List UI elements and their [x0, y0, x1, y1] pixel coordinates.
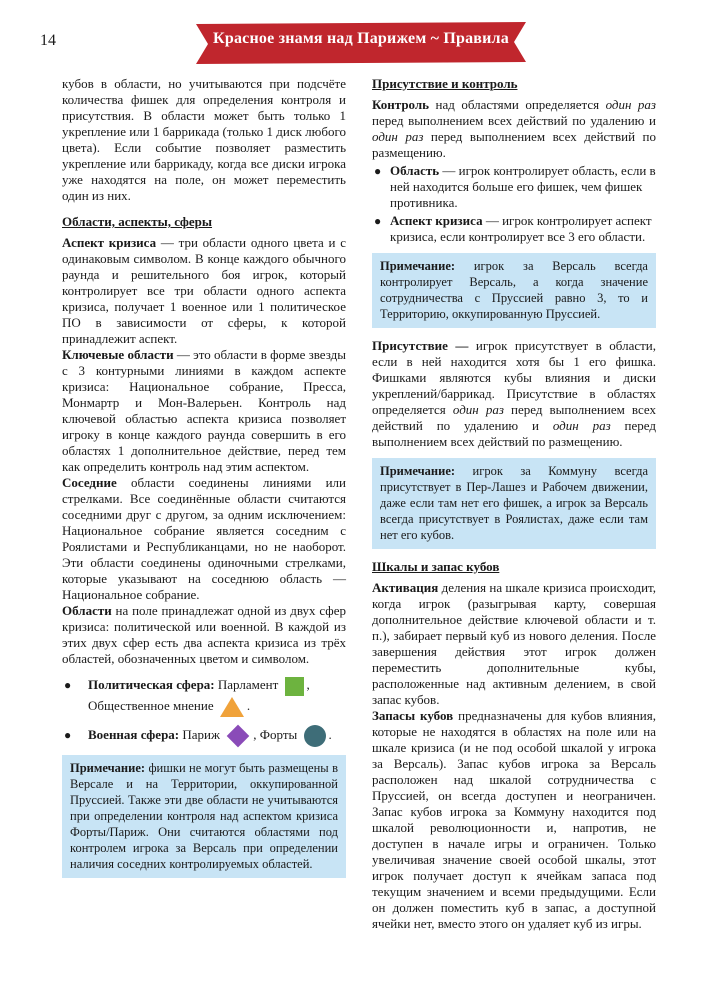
bullet-icon: ● [374, 164, 382, 178]
right-column [372, 76, 656, 932]
term-control: Контроль [372, 97, 430, 112]
parliament-label: Парламент [217, 677, 279, 692]
activation-text: деления на шкале кризиса происходит, когда игрок (разыгрывая карту, совершая дополнительное действие ключевой области и т. п.), забирает первый куб из нового деления. После завершения действия этот игрок должен переместить дополнительные кубы, расположенные над активным делением, в свой запас кубов. [372, 580, 656, 707]
page-number: 14 [40, 32, 56, 49]
military-end: . [328, 726, 332, 742]
control-text-2: перед выполнением всех действий по удалению и [372, 113, 656, 128]
crisis-aspect-control-text: — игрок контролирует аспект кризиса, если контролирует все 3 его области. [390, 213, 652, 244]
presence-text-2: перед выполнением всех действий по удалению и [372, 402, 656, 433]
bullet-icon: ● [64, 727, 72, 742]
presence-once-1: один раз [452, 402, 504, 417]
term-adjacent: Соседние [62, 475, 117, 490]
term-area: Область [390, 163, 440, 178]
note-label: Примечание: [380, 259, 456, 273]
spheres-text: на поле принадлежат одной из двух сфер кризиса: политической или военной. В каждой из этих двух сфер есть два аспекта кризиса из трёх областей, обозначенных цветом и символом. [62, 603, 346, 666]
cube-supply-text: предназначены для кубов влияния, которые не находятся в областях на поле или на шкале кризиса (и не под особой шкалой у игрока за Версаль). Запас кубов игрока за Версаль расположен над шкалой сотрудничества с Пруссией, он всегда доступен и неограничен. Запас кубов игрока за Коммуну находится под шкалой революционности и, напротив, не доступен в начале игры и ограничен. Только увеличивая значение своей особой шкалы, этот игрок получает доступ к ячейкам запаса под текущим значением и всеми предыдущими. Если он должен поместить куб в запас, а доступной ячейки нет, вместо этого он удаляет куб из игры. [372, 708, 656, 931]
area-text: — игрок контролирует область, если в ней находится больше его фишек, чем фишек противника. [390, 163, 656, 210]
chapter-banner [196, 20, 526, 64]
section-heading-areas: Области, аспекты, сферы [62, 214, 213, 229]
teal-circle-icon [304, 725, 326, 747]
note-text: игрок за Коммуну всегда присутствует в Пер-Лашез и Рабочем движении, даже если там нет его фишек, а игрок за Версаль всегда присутствует в Роялистах, даже если там нет его кубов. [380, 464, 648, 542]
paris-label: Париж [182, 726, 220, 742]
forts-label: , Форты [253, 726, 298, 742]
adjacent-paragraph [62, 475, 346, 603]
term-crisis-aspect: Аспект кризиса [62, 235, 157, 250]
activation-paragraph [372, 580, 656, 708]
term-crisis-aspect-2: Аспект кризиса [390, 213, 483, 228]
political-sphere-item [62, 675, 346, 717]
control-once-2: один раз [372, 129, 424, 144]
political-end: . [246, 697, 251, 713]
bullet-icon: ● [374, 214, 382, 228]
term-activation: Активация [372, 580, 439, 595]
bullet-icon: ● [64, 678, 72, 692]
note-text: игрок за Версаль всегда контролирует Версаль, а когда значение сотрудничества с Пруссией равно 3, то и Территорию, оккупированную Пруссией. [380, 259, 648, 321]
intro-paragraph: кубов в области, но учитываются при подсчёте количества фишек для определения контроля и присутствия. В области может быть только 1 укрепление или 1 баррикада (только 1 диск любого цвета). Если событие позволяет разместить укрепление или баррикаду, когда все диски игрока уже находятся на поле, он может переместить один из них. [62, 76, 346, 203]
public-opinion-label: Общественное мнение [88, 697, 214, 713]
political-separator: , [306, 677, 310, 692]
sphere-list [62, 675, 346, 747]
note-box-versailles [62, 755, 346, 878]
control-once-1: один раз [605, 97, 656, 112]
political-sphere-label: Политическая сфера: [88, 677, 215, 692]
spheres-paragraph [62, 603, 346, 667]
note-box-presence [372, 458, 656, 549]
cube-supply-paragraph [372, 708, 656, 932]
note-box-control [372, 253, 656, 328]
presence-paragraph [372, 338, 656, 450]
term-presence: Присутствие — [372, 338, 469, 353]
bullet-crisis-aspect [372, 213, 656, 245]
section-heading-tracks: Шкалы и запас кубов [372, 559, 500, 574]
note-text: фишки не могут быть размещены в Версале и на Территории, оккупированной Пруссией. Также эти две области не учитываются при определении контроля над аспектом кризиса Форты/Париж. Они считаются областями под контролем игрока за Версаль при определении наличия соседних контролируемых областей. [70, 760, 338, 871]
bullet-area [372, 163, 656, 211]
crisis-aspect-text: — три области одного цвета и с одинаковым символом. В конце каждого обычного раунда и решительного боя игрок, который контролирует все три области одного аспекта кризиса, получает 1 военное или 1 политическое ПО в зависимости от сферы, к которой принадлежит аспект. [62, 235, 346, 346]
purple-diamond-icon [227, 724, 250, 747]
control-text-3: перед выполнением всех действий по размещению. [372, 129, 656, 160]
presence-once-2: один раз [552, 418, 611, 433]
control-text-1: над областями определяется [429, 97, 606, 112]
term-areas: Области [62, 603, 112, 618]
note-label: Примечание: [70, 760, 146, 775]
presence-text-3: перед выполнением всех действий по размещению. [372, 418, 656, 449]
section-heading-presence-control: Присутствие и контроль [372, 76, 518, 91]
control-paragraph [372, 97, 656, 161]
left-column [62, 76, 346, 888]
military-sphere-item [62, 725, 346, 747]
orange-triangle-icon [220, 697, 244, 717]
note-label: Примечание: [380, 464, 456, 478]
term-cube-supply: Запасы кубов [372, 708, 454, 723]
control-bullets [372, 163, 656, 245]
crisis-aspect-paragraph [62, 235, 346, 347]
key-areas-paragraph [62, 347, 346, 475]
term-key-areas: Ключевые области [62, 347, 174, 362]
banner-title: Красное знамя над Парижем ~ Правила [213, 30, 509, 47]
military-sphere-label: Военная сфера: [88, 726, 180, 742]
presence-text-1: игрок присутствует в области, если в ней находится хотя бы 1 его фишка. Фишками являются кубы влияния и диски укреплений/баррикад. Присутствие в областях определяется [372, 338, 656, 417]
green-square-icon [285, 677, 304, 696]
adjacent-text: области соединены линиями или стрелками. Все соединённые области считаются соседними друг с другом, за одним исключением: Национальное собрание является соседним с Роялистами и Республиканцами, но не наоборот. Эти области соединены одиночными стрелками, которые указывают на соседнюю область — Национальное собрание. [62, 475, 346, 602]
key-areas-text: — это области в форме звезды с 3 контурными линиями в каждом аспекте кризиса: Национальное собрание, Пресса, Монмартр и Мон-Валерьен. Контроль над ключевой областью аспекта кризиса позволяет игроку в конце каждого раунда совершить в его областях 1 дополнительное действие, перед тем как определить контроль над этим аспектом. [62, 347, 346, 474]
